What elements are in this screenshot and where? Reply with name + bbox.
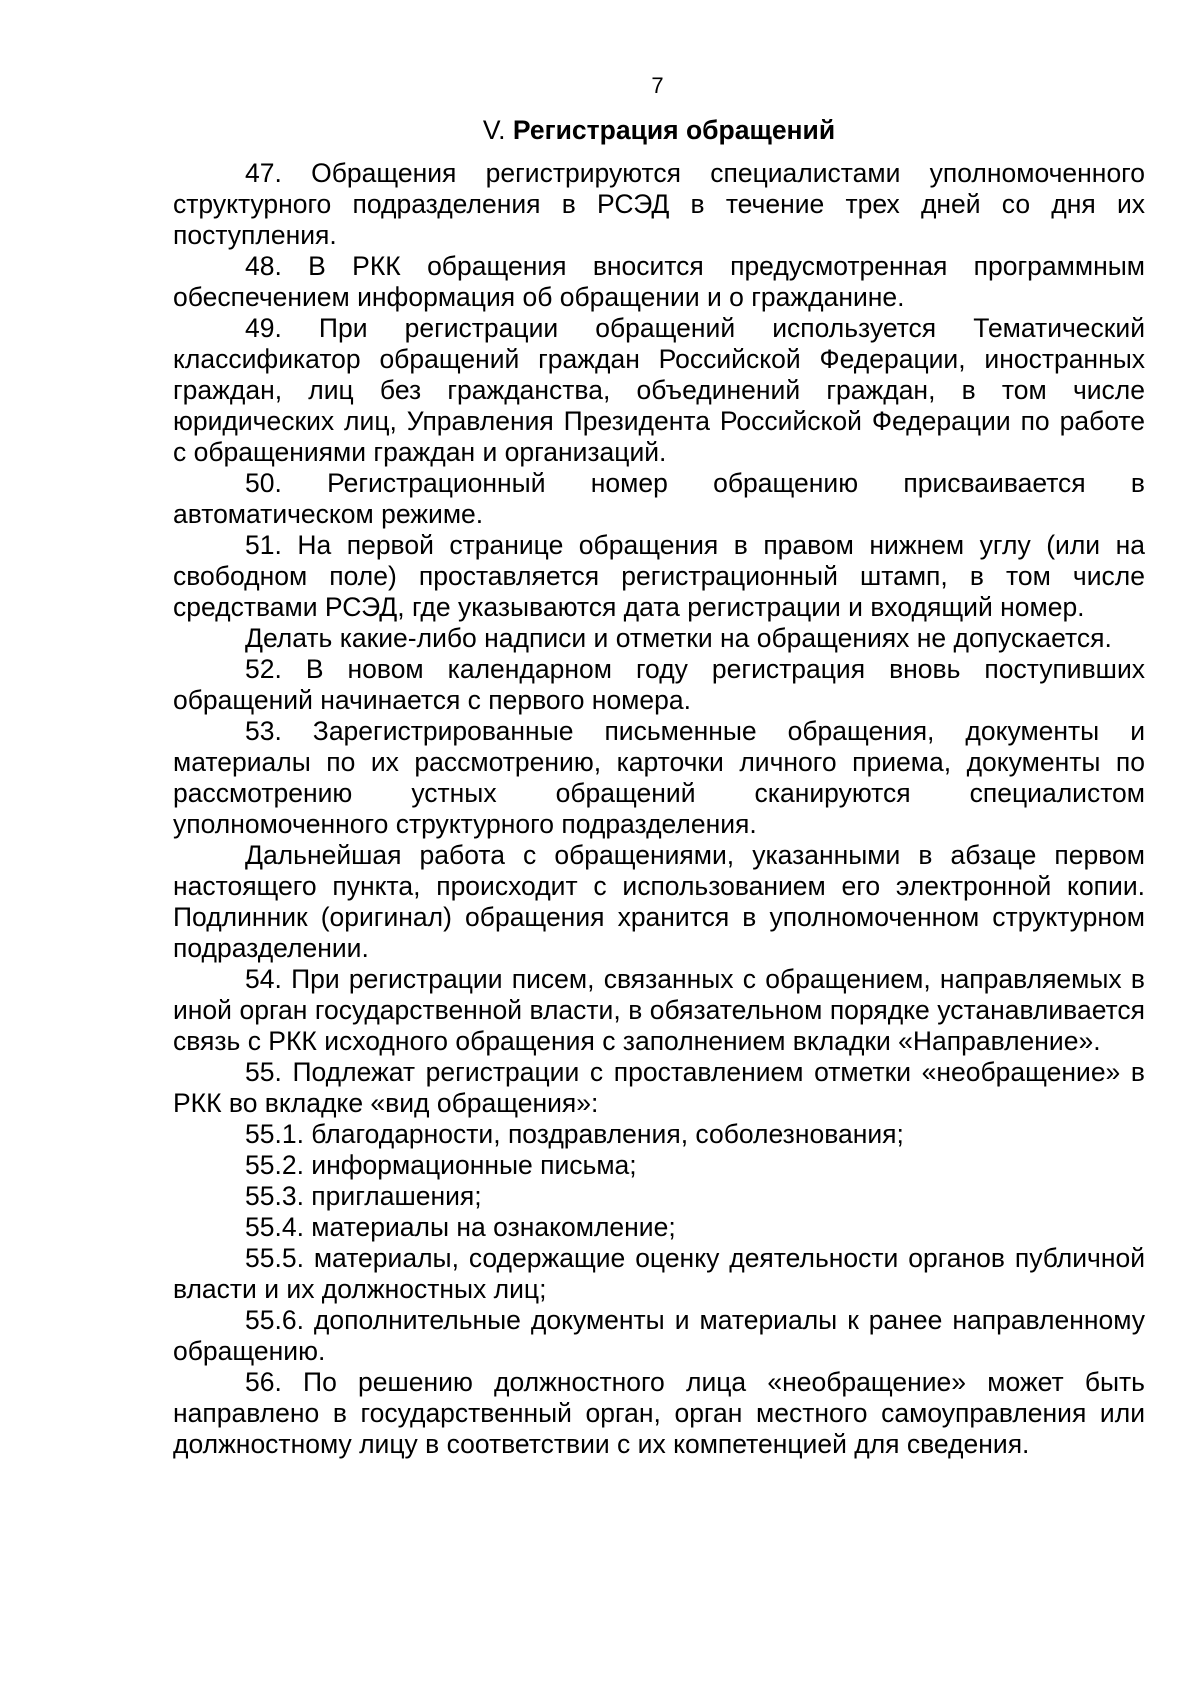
paragraph-53: 53. Зарегистрированные письменные обращения, документы и материалы по их рассмотрению, карточки личного приема, документы по рассмотрению устных обращений сканируются специалистом уполномоченного структурного подразделения.	[173, 716, 1145, 839]
paragraph-56: 56. По решению должностного лица «необращение» может быть направлено в государственный орган, орган местного самоуправления или должностному лицу в соответствии с их компетенцией для сведения.	[173, 1367, 1145, 1459]
paragraph-51-note: Делать какие-либо надписи и отметки на обращениях не допускается.	[245, 623, 1112, 653]
paragraph-53-continuation: Дальнейшая работа с обращениями, указанными в абзаце первом настоящего пункта, происходит с использованием его электронной копии. Подлинник (оригинал) обращения хранится в уполномоченном структурном подразделении.	[173, 840, 1145, 963]
paragraph-55-3: 55.3. приглашения;	[245, 1181, 482, 1211]
paragraph-47: 47. Обращения регистрируются специалистами уполномоченного структурного подразделения в РСЭД в течение трех дней со дня их поступления.	[173, 158, 1145, 250]
paragraph-54: 54. При регистрации писем, связанных с обращением, направляемых в иной орган государственной власти, в обязательном порядке устанавливается связь с РКК исходного обращения с заполнением вкладки «Направление».	[173, 964, 1145, 1056]
paragraph-55-1: 55.1. благодарности, поздравления, соболезнования;	[245, 1119, 904, 1149]
paragraph-51: 51. На первой странице обращения в правом нижнем углу (или на свободном поле) проставляется регистрационный штамп, в том числе средствами РСЭД, где указываются дата регистрации и входящий номер.	[173, 530, 1145, 622]
page-number: 7	[651, 73, 664, 98]
paragraph-49: 49. При регистрации обращений используется Тематический классификатор обращений граждан Российской Федерации, иностранных граждан, лиц без гражданства, объединений граждан, в том числе юридических лиц, Управления Президента Российской Федерации по работе с обращениями граждан и организаций.	[173, 313, 1145, 467]
paragraph-50: 50. Регистрационный номер обращению присваивается в автоматическом режиме.	[173, 468, 1145, 529]
paragraph-55-4: 55.4. материалы на ознакомление;	[245, 1212, 676, 1242]
paragraph-55: 55. Подлежат регистрации с проставлением отметки «необращение» в РКК во вкладке «вид обращения»:	[173, 1057, 1145, 1118]
paragraph-55-2: 55.2. информационные письма;	[245, 1150, 637, 1180]
document-body	[173, 158, 1145, 1460]
section-title: Регистрация обращений	[512, 115, 836, 145]
section-numeral: V.	[482, 115, 506, 145]
paragraph-55-6: 55.6. дополнительные документы и материалы к ранее направленному обращению.	[173, 1305, 1145, 1366]
paragraph-52: 52. В новом календарном году регистрация вновь поступивших обращений начинается с первого номера.	[173, 654, 1145, 715]
paragraph-55-5: 55.5. материалы, содержащие оценку деятельности органов публичной власти и их должностных лиц;	[173, 1243, 1145, 1304]
section-heading	[0, 113, 1200, 147]
paragraph-48: 48. В РКК обращения вносится предусмотренная программным обеспечением информация об обращении и о гражданине.	[173, 251, 1145, 312]
